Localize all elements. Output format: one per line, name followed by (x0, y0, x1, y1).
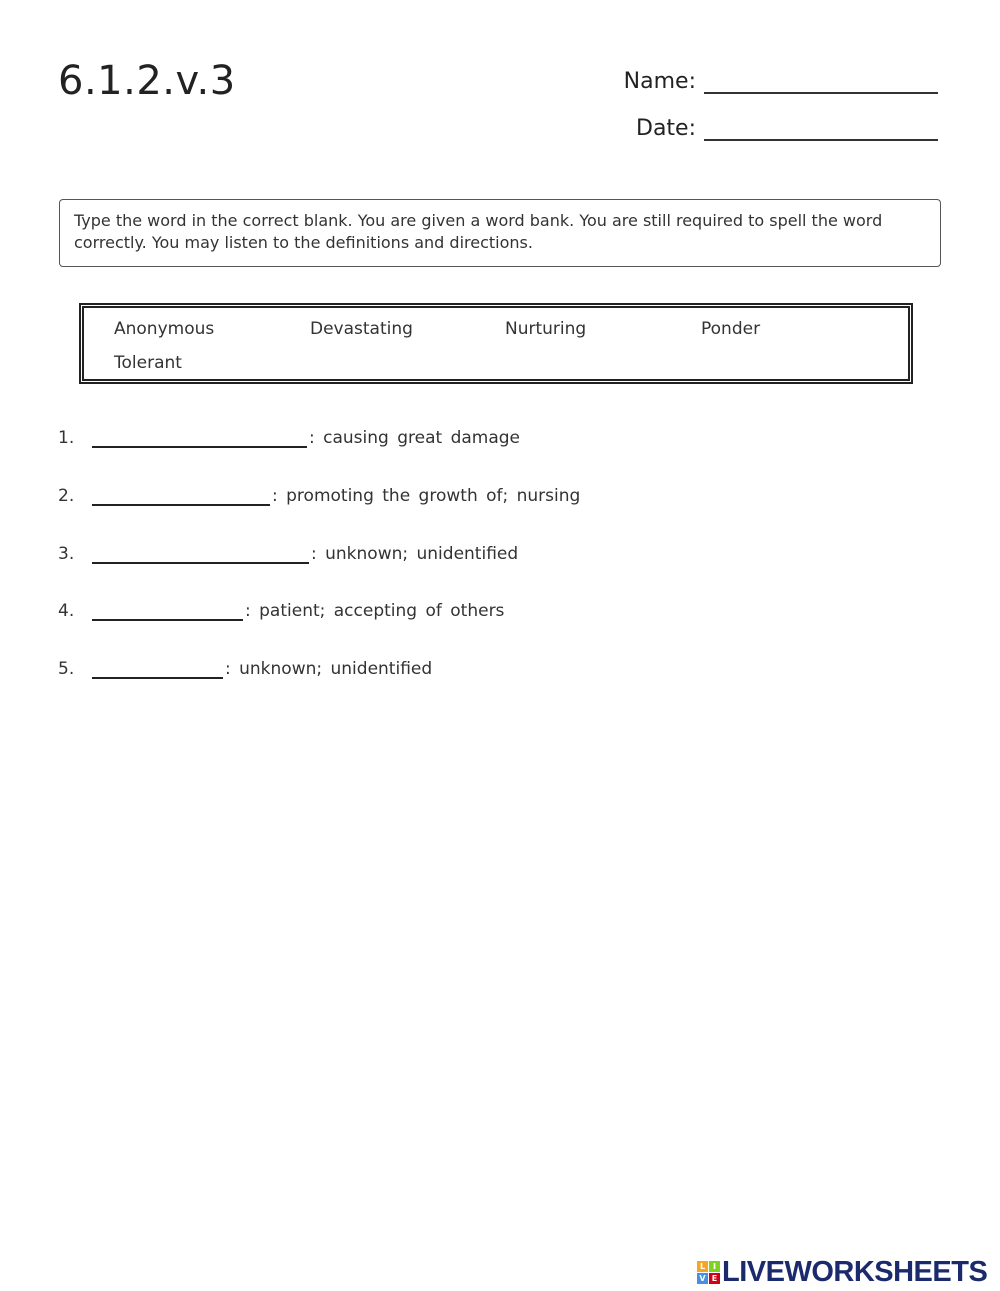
question-number: 1. (58, 428, 75, 448)
question-item (58, 540, 518, 564)
question-definition: : promoting the growth of; nursing (272, 486, 581, 506)
logo-tile: E (709, 1273, 720, 1284)
date-label: Date: (636, 116, 696, 141)
question-number: 5. (58, 659, 75, 679)
question-number: 2. (58, 486, 75, 506)
question-item (58, 424, 520, 448)
question-item (58, 482, 580, 506)
name-label: Name: (623, 69, 696, 94)
logo-tile: I (709, 1261, 720, 1272)
logo-brand-text: LIVEWORKSHEETS (722, 1256, 988, 1288)
date-input-line[interactable] (704, 111, 938, 141)
question-number: 4. (58, 601, 75, 621)
question-definition: : patient; accepting of others (245, 601, 505, 621)
word-bank-item: Tolerant (114, 353, 182, 373)
question-number: 3. (58, 544, 75, 564)
question-definition: : causing great damage (309, 428, 521, 448)
question-item (58, 597, 504, 621)
worksheet-title: 6.1.2.v.3 (58, 58, 236, 104)
answer-blank-1[interactable] (92, 424, 307, 448)
answer-blank-4[interactable] (92, 597, 243, 621)
answer-blank-2[interactable] (92, 482, 270, 506)
name-input-line[interactable] (704, 64, 938, 94)
logo-tile: L (697, 1261, 708, 1272)
name-field (624, 64, 938, 94)
word-bank-item: Nurturing (505, 319, 587, 339)
instructions-box: Type the word in the correct blank. You are given a word bank. You are still required to spell the word correctly. You may listen to the definitions and directions. (59, 199, 941, 267)
word-bank (79, 303, 913, 384)
word-bank-item: Anonymous (114, 319, 215, 339)
date-field (636, 111, 938, 141)
question-definition: : unknown; unidentified (311, 544, 519, 564)
answer-blank-5[interactable] (92, 655, 223, 679)
logo-tile: V (697, 1273, 708, 1284)
logo-tiles-icon (697, 1261, 720, 1284)
word-bank-item: Ponder (701, 319, 761, 339)
word-bank-item: Devastating (310, 319, 413, 339)
question-item (58, 655, 432, 679)
liveworksheets-logo (697, 1256, 987, 1289)
question-definition: : unknown; unidentified (225, 659, 433, 679)
answer-blank-3[interactable] (92, 540, 309, 564)
